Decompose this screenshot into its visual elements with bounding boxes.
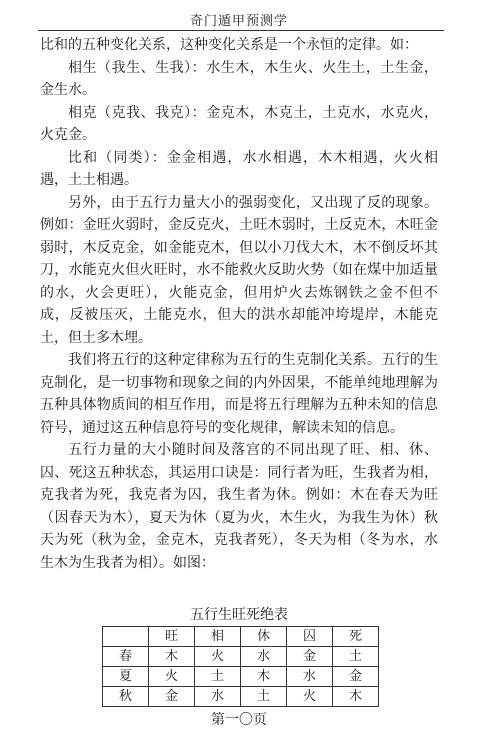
paragraph-intro: 比和的五种变化关系，这种变化关系是一个永恒的定律。如：	[40, 37, 418, 53]
table-header-row	[103, 627, 379, 647]
table-cell: 土	[195, 667, 241, 687]
wuxing-table	[102, 626, 379, 707]
table-header-cell: 旺	[149, 627, 195, 647]
table-cell: 金	[333, 667, 379, 687]
paragraph-shengkezhihua: 我们将五行的这种定律称为五行的生克制化关系。五行的生克制化，是一切事物和现象之间的内外因果，不能单纯地理解为五种具体物质间的相互作用，而是将五行理解为五种未知的信息符号，通过这五种信息符号的变化规律，解读未知的信息。	[40, 352, 438, 436]
table-cell: 木	[333, 687, 379, 707]
running-header: 奇门遁甲预测学	[189, 14, 288, 29]
table-cell: 土	[333, 647, 379, 667]
body-text	[40, 34, 438, 574]
table-cell: 春	[103, 647, 149, 667]
table-cell: 金	[149, 687, 195, 707]
table-header-cell: 囚	[287, 627, 333, 647]
table-cell: 木	[149, 647, 195, 667]
table-cell: 火	[149, 667, 195, 687]
table-header-cell: 死	[333, 627, 379, 647]
paragraph-fan: 另外，由于五行力量大小的强弱变化，又出现了反的现象。例如：金旺火弱时，金反克火，土旺木弱时，土反克木，木旺金弱时，木反克金，如金能克木，但以小刀伐大木，木不倒反坏其刀，水能克火但火旺时，水不能救火反助火势（如在煤中加适量的水，火会更旺），火能克金，但用炉火去炼钢铁之金不但不成，反被压灭，土能克水，但大的洪水却能冲垮堤岸，木能克土，但土多木埋。	[40, 194, 438, 346]
table-row	[103, 667, 379, 687]
table-header-cell	[103, 627, 149, 647]
paragraph-bihe: 比和（同类）：金金相遇，水水相遇，木木相遇，火火相遇，土土相遇。	[40, 149, 438, 188]
table-header-cell: 相	[195, 627, 241, 647]
table-cell: 秋	[103, 687, 149, 707]
table-cell: 水	[287, 667, 333, 687]
header-rule	[38, 30, 444, 31]
table-cell: 水	[241, 647, 287, 667]
table-row	[103, 647, 379, 667]
table-row	[103, 687, 379, 707]
page-number: 第一〇页	[211, 712, 267, 728]
paragraph-xiangsheng: 相生（我生、生我）：水生木，木生火、火生土，土生金，金生水。	[40, 59, 438, 98]
table-cell: 火	[195, 647, 241, 667]
table-header-cell: 休	[241, 627, 287, 647]
table-cell: 土	[241, 687, 287, 707]
table-cell: 火	[287, 687, 333, 707]
table-cell: 夏	[103, 667, 149, 687]
table-title: 五行生旺死绝表	[190, 607, 288, 623]
paragraph-wangxiang: 五行力量的大小随时间及落宫的不同出现了旺、相、休、囚、死这五种状态，其运用口诀是：同行者为旺，生我者为相，克我者为死，我克者为囚，我生者为休。例如：木在春天为旺（因春天为木），夏天为休（夏为火，木生火，为我生为休）秋天为死（秋为金，金克木，克我者死），冬天为相（冬为水，水生木为生我者为相）。如图：	[40, 442, 438, 571]
paragraph-xiangke: 相克（克我、我克）：金克木，木克土，土克水，水克火，火克金。	[40, 104, 438, 143]
table-cell: 金	[287, 647, 333, 667]
table-cell: 水	[195, 687, 241, 707]
table-cell: 木	[241, 667, 287, 687]
